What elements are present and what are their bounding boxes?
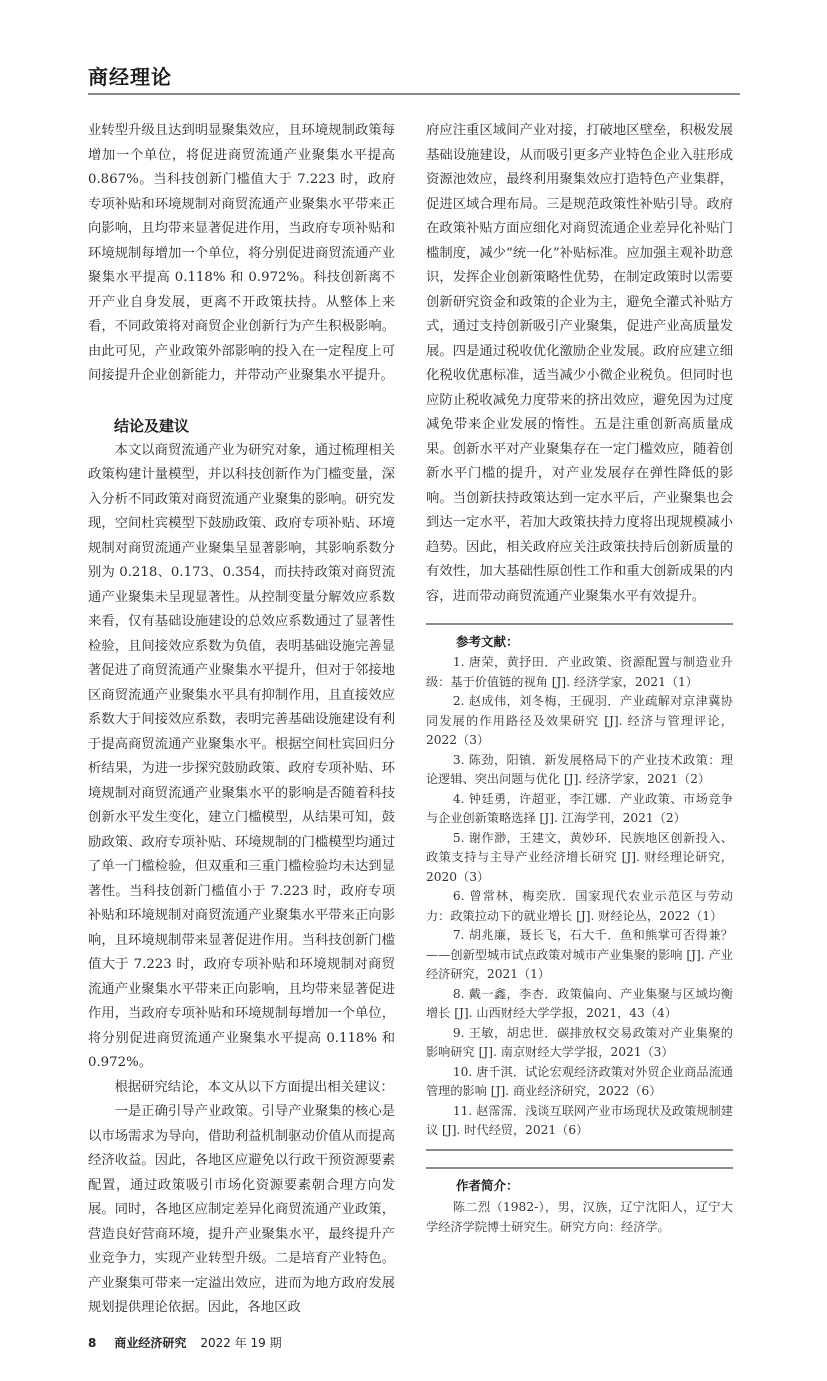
body-paragraph: 业转型升级且达到明显聚集效应，且环境规制政策每增加一个单位，将促进商贸流通产业聚集水平提高 0.867%。当科技创新门槛值大于 7.223 时，政府专项补贴和环境规制对商贸流通产业聚集水平带来正向影响，且均带来显著促进作用，当政府专项补贴和环境规制每增加一个单位，将分别促进商贸流通产业聚集水平提高 0.118% 和 0.972%。科技创新离不开产业自身发展，更离不开政策扶持。从整体上来看，不同政策将对商贸企业创新行为产生积极影响。由此可见，产业政策外部影响的投入在一定程度上可间接提升企业创新能力，并带动产业聚集水平提升。 [88, 123, 395, 383]
page-number: 8 [88, 1335, 97, 1350]
body-paragraph: 本文以商贸流通产业为研究对象，通过梳理相关政策构建计量模型，并以科技创新作为门槛变量，深入分析不同政策对商贸流通产业聚集的影响。研究发现，空间杜宾模型下鼓励政策、政府专项补贴、环境规制对商贸流通产业聚集呈显著影响，其影响系数分别为 0.218、0.173、0.354，而扶持政策对商贸流通产业聚集未呈现显著性。从控制变量分解效应系数来看，仅有基础设施建设的总效应系数通过了显著性检验，且间接效应系数为负值，表明基础设施完善显著促进了商贸流通产业聚集水平提升，但对于邻接地区商贸流通产业聚集水平具有抑制作用，且直接效应系数大于间接效应系数，表明完善基础设施建设有利于提高商贸流通产业聚集水平。根据空间杜宾回归分析结果，为进一步探究鼓励政策、政府专项补贴、环境规制对商贸流通产业聚集水平的影响是否随着科技创新水平发生变化，建立门槛模型，从结果可知，鼓励政策、政府专项补贴、环境规制的门槛模型均通过了单一门槛检验，但双重和三重门槛检验均未达到显著性。当科技创新门槛值小于 7.223 时，政府专项补贴和环境规制对商贸流通产业聚集水平带来正向影响，且环境规制带来显著促进作用。当科技创新门槛值大于 7.223 时，政府专项补贴和环境规制对商贸流通产业聚集水平带来正向影响，且均带来显著促进作用，当政府专项补贴和环境规制每增加一个单位，将分别促进商贸流通产业聚集水平提高 0.118% 和 0.972%。 [88, 442, 395, 1070]
reference-item: 7. 胡兆廉，聂长飞，石大千．鱼和熊掌可否得兼？——创新型城市试点政策对城市产业集聚的影响 [J]. 产业经济研究，2021（1） [426, 928, 733, 981]
reference-item: 6. 曾常林，梅奕欣．国家现代农业示范区与劳动力：政策拉动下的就业增长 [J]. 财经论丛，2022（1） [426, 889, 733, 923]
reference-item: 11. 赵霈霈．浅谈互联网产业市场现状及政策规制建议 [J]. 时代经贸，2021（6） [426, 1103, 733, 1137]
left-column [88, 119, 395, 1321]
body-paragraph: 府应注重区域间产业对接，打破地区壁垒，积极发展基础设施建设，从而吸引更多产业特色企业入驻形成资源池效应，最终利用聚集效应打造特色产业集群，促进区域合理布局。三是规范政策性补贴引导。政府在政策补贴方面应细化对商贸流通企业差异化补贴门槛制度，减少“统一化”补贴标准。应加强主观补助意识，发挥企业创新策略性优势，在制定政策时以需要创新研究资金和政策的企业为主，避免全灌式补贴方式，通过支持创新吸引产业聚集，促进产业高质量发展。四是通过税收优化激励企业发展。政府应建立细化税收优惠标准，适当减少小微企业税负。但同时也应防止税收减免力度带来的挤出效应，避免因为过度减免带来企业发展的惰性。五是注重创新高质量成果。创新水平对产业聚集存在一定门槛效应，随着创新水平门槛的提升，对产业发展存在弹性降低的影响。当创新扶持政策达到一定水平后，产业聚集也会到达一定水平，若加大政策扶持力度将出现规模减小趋势。因此，相关政府应关注政策扶持后创新质量的有效性，加大基础性原创性工作和重大创新成果的内容，进而带动商贸流通产业聚集水平有效提升。 [426, 123, 733, 604]
right-column [426, 119, 733, 1237]
section-title: 商经理论 [88, 65, 172, 89]
references-bottom-divider [426, 1149, 733, 1151]
reference-item: 10. 唐千淇．试论宏观经济政策对外贸企业商品流通管理的影响 [J]. 商业经济研究，2022（6） [426, 1064, 733, 1098]
reference-item: 1. 唐荣，黄抒田．产业政策、资源配置与制造业升级：基于价值链的视角 [J]. 经济学家，2021（1） [426, 655, 733, 689]
author-bio-text: 陈二烈（1982-），男，汉族，辽宁沈阳人，辽宁大学经济学院博士研究生。研究方向：经济学。 [426, 1199, 733, 1234]
references-list [426, 653, 733, 1141]
author-bio-title: 作者简介： [456, 1177, 519, 1193]
references-top-divider [426, 623, 733, 625]
author-bio-divider [426, 1167, 733, 1169]
header-divider [88, 93, 740, 95]
reference-item: 3. 陈劲，阳镇．新发展格局下的产业技术政策：理论逻辑、突出问题与优化 [J]. 经济学家，2021（2） [426, 752, 733, 786]
body-paragraph: 根据研究结论，本文从以下方面提出相关建议： [114, 1079, 394, 1095]
reference-item: 2. 赵成伟，刘冬梅，王砚羽．产业疏解对京津冀协同发展的作用路径及效果研究 [J]. 经济与管理评论，2022（3） [426, 694, 733, 747]
section-heading: 结论及建议 [114, 416, 190, 435]
reference-item: 9. 王敏，胡忠世．碳排放权交易政策对产业集聚的影响研究 [J]. 南京财经大学学报，2021（3） [426, 1025, 733, 1059]
author-bio [426, 1197, 733, 1237]
references-title: 参考文献： [456, 634, 519, 649]
columns [88, 119, 740, 1321]
issue-label: 2022 年 19 期 [200, 1335, 282, 1350]
journal-name: 商业经济研究 [114, 1335, 187, 1350]
body-paragraph: 一是正确引导产业政策。引导产业聚集的核心是以市场需求为导向，借助利益机制驱动价值从而提高经济收益。因此，各地区应避免以行政干预资源要素配置，通过政策吸引市场化资源要素朝合理方向发展。同时，各地区应制定差异化商贸流通产业政策，营造良好营商环境，提升产业聚集水平，最终提升产业竞争力，实现产业转型升级。二是培育产业特色。产业聚集可带来一定溢出效应，进而为地方政府发展规划提供理论依据。因此，各地区政 [88, 1104, 395, 1315]
reference-item: 8. 戴一鑫，李杏．政策偏向、产业集聚与区域均衡增长 [J]. 山西财经大学学报，2021，43（4） [426, 986, 733, 1020]
page-footer [88, 1335, 740, 1351]
reference-item: 5. 谢作渺，王建文，黄妙环．民族地区创新投入、政策支持与主导产业经济增长研究 [J]. 财经理论研究，2020（3） [426, 830, 733, 884]
reference-item: 4. 钟廷勇，许超亚，李江娜．产业政策、市场竞争与企业创新策略选择 [J]. 江海学刊，2021（2） [426, 791, 733, 825]
